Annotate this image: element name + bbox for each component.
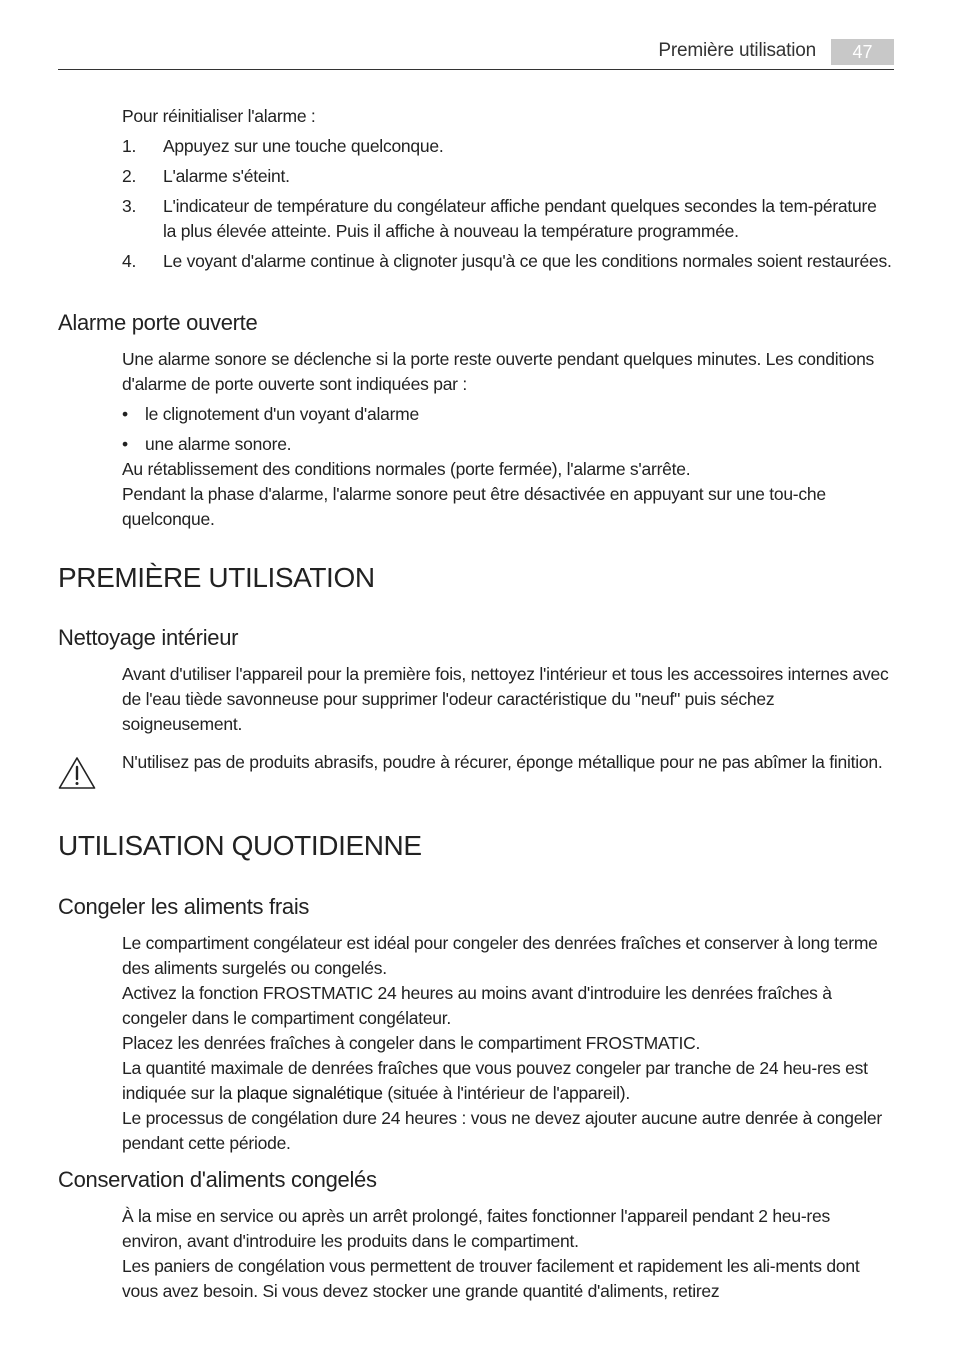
freeze-paragraph-4-end: (située à l'intérieur de l'appareil). (382, 1083, 630, 1103)
list-item-text: L'indicateur de température du congélateur affiche pendant quelques secondes la tem-pérature la plus élevée atteinte. Puis il affiche à nouveau la température programmée. (163, 196, 877, 241)
storage-paragraph-2: Les paniers de congélation vous permettent de trouver facilement et rapidement les ali-ments dont vous avez besoin. Si vous devez stocker une grande quantité d'aliments, retirez (122, 1256, 860, 1301)
cleaning-text: Avant d'utiliser l'appareil pour la première fois, nettoyez l'intérieur et tous les accessoires internes avec de l'eau tiède savonneuse pour supprimer l'odeur caractéristique du "neuf" puis séchez soigneusement. (122, 664, 889, 734)
list-item-text: L'alarme s'éteint. (163, 166, 290, 186)
bullet-icon: • (122, 404, 128, 424)
list-item-text: Le voyant d'alarme continue à clignoter jusqu'à ce que les conditions normales soient restaurées. (163, 251, 892, 271)
freeze-paragraph-1: Le compartiment congélateur est idéal pour congeler des denrées fraîches et conserver à long terme des aliments surgelés ou congelés. (122, 933, 878, 978)
bullet-icon: • (122, 434, 128, 454)
first-use-title: PREMIÈRE UTILISATION (58, 562, 375, 593)
list-item-number: 2. (122, 166, 137, 186)
bullet-text: une alarme sonore. (145, 434, 292, 454)
freeze-paragraph-5: Le processus de congélation dure 24 heures : vous ne devez ajouter aucune autre denrée à congeler pendant cette période. (122, 1108, 882, 1153)
freeze-heading: Congeler les aliments frais (58, 894, 310, 919)
door-alarm-heading: Alarme porte ouverte (58, 310, 258, 335)
freeze-paragraph-2: Activez la fonction FROSTMATIC 24 heures au moins avant d'introduire les denrées fraîches à congeler dans le compartiment congélateur. (122, 983, 832, 1028)
bullet-text: le clignotement d'un voyant d'alarme (145, 404, 419, 424)
storage-paragraph-1: À la mise en service ou après un arrêt prolongé, faites fonctionner l'appareil pendant 2 heu-res environ, avant d'introduire les produits dans le compartiment. (122, 1206, 830, 1251)
door-alarm-disable: Pendant la phase d'alarme, l'alarme sonore peut être désactivée en appuyant sur une tou-che quelconque. (122, 484, 826, 529)
door-alarm-intro: Une alarme sonore se déclenche si la porte reste ouverte pendant quelques minutes. Les conditions d'alarme de porte ouverte sont indiquées par : (122, 349, 875, 394)
page-number: 47 (831, 39, 894, 65)
header-divider (58, 69, 894, 70)
daily-use-title: UTILISATION QUOTIDIENNE (58, 830, 422, 861)
door-alarm-restore: Au rétablissement des conditions normales (porte fermée), l'alarme s'arrête. (122, 459, 691, 479)
cleaning-heading: Nettoyage intérieur (58, 625, 239, 650)
storage-heading: Conservation d'aliments congelés (58, 1167, 377, 1192)
list-item-number: 3. (122, 196, 137, 216)
list-item-text: Appuyez sur une touche quelconque. (163, 136, 444, 156)
rating-plate-reference: plaque signalétique (236, 1083, 383, 1103)
warning-text: N'utilisez pas de produits abrasifs, poudre à récurer, éponge métallique pour ne pas abîmer la finition. (122, 752, 883, 772)
reset-intro: Pour réinitialiser l'alarme : (122, 106, 316, 126)
freeze-paragraph-3: Placez les denrées fraîches à congeler dans le compartiment FROSTMATIC. (122, 1033, 701, 1053)
freeze-paragraph-4-start: La quantité maximale de denrées fraîches que vous pouvez congeler par tranche de 24 heu-res est indiquée sur la (122, 1058, 868, 1103)
warning-triangle-icon (58, 756, 96, 790)
running-header-title: Première utilisation (658, 40, 816, 61)
list-item-number: 1. (122, 136, 137, 156)
list-item-number: 4. (122, 251, 137, 271)
freeze-paragraph-4 (122, 1056, 894, 1106)
